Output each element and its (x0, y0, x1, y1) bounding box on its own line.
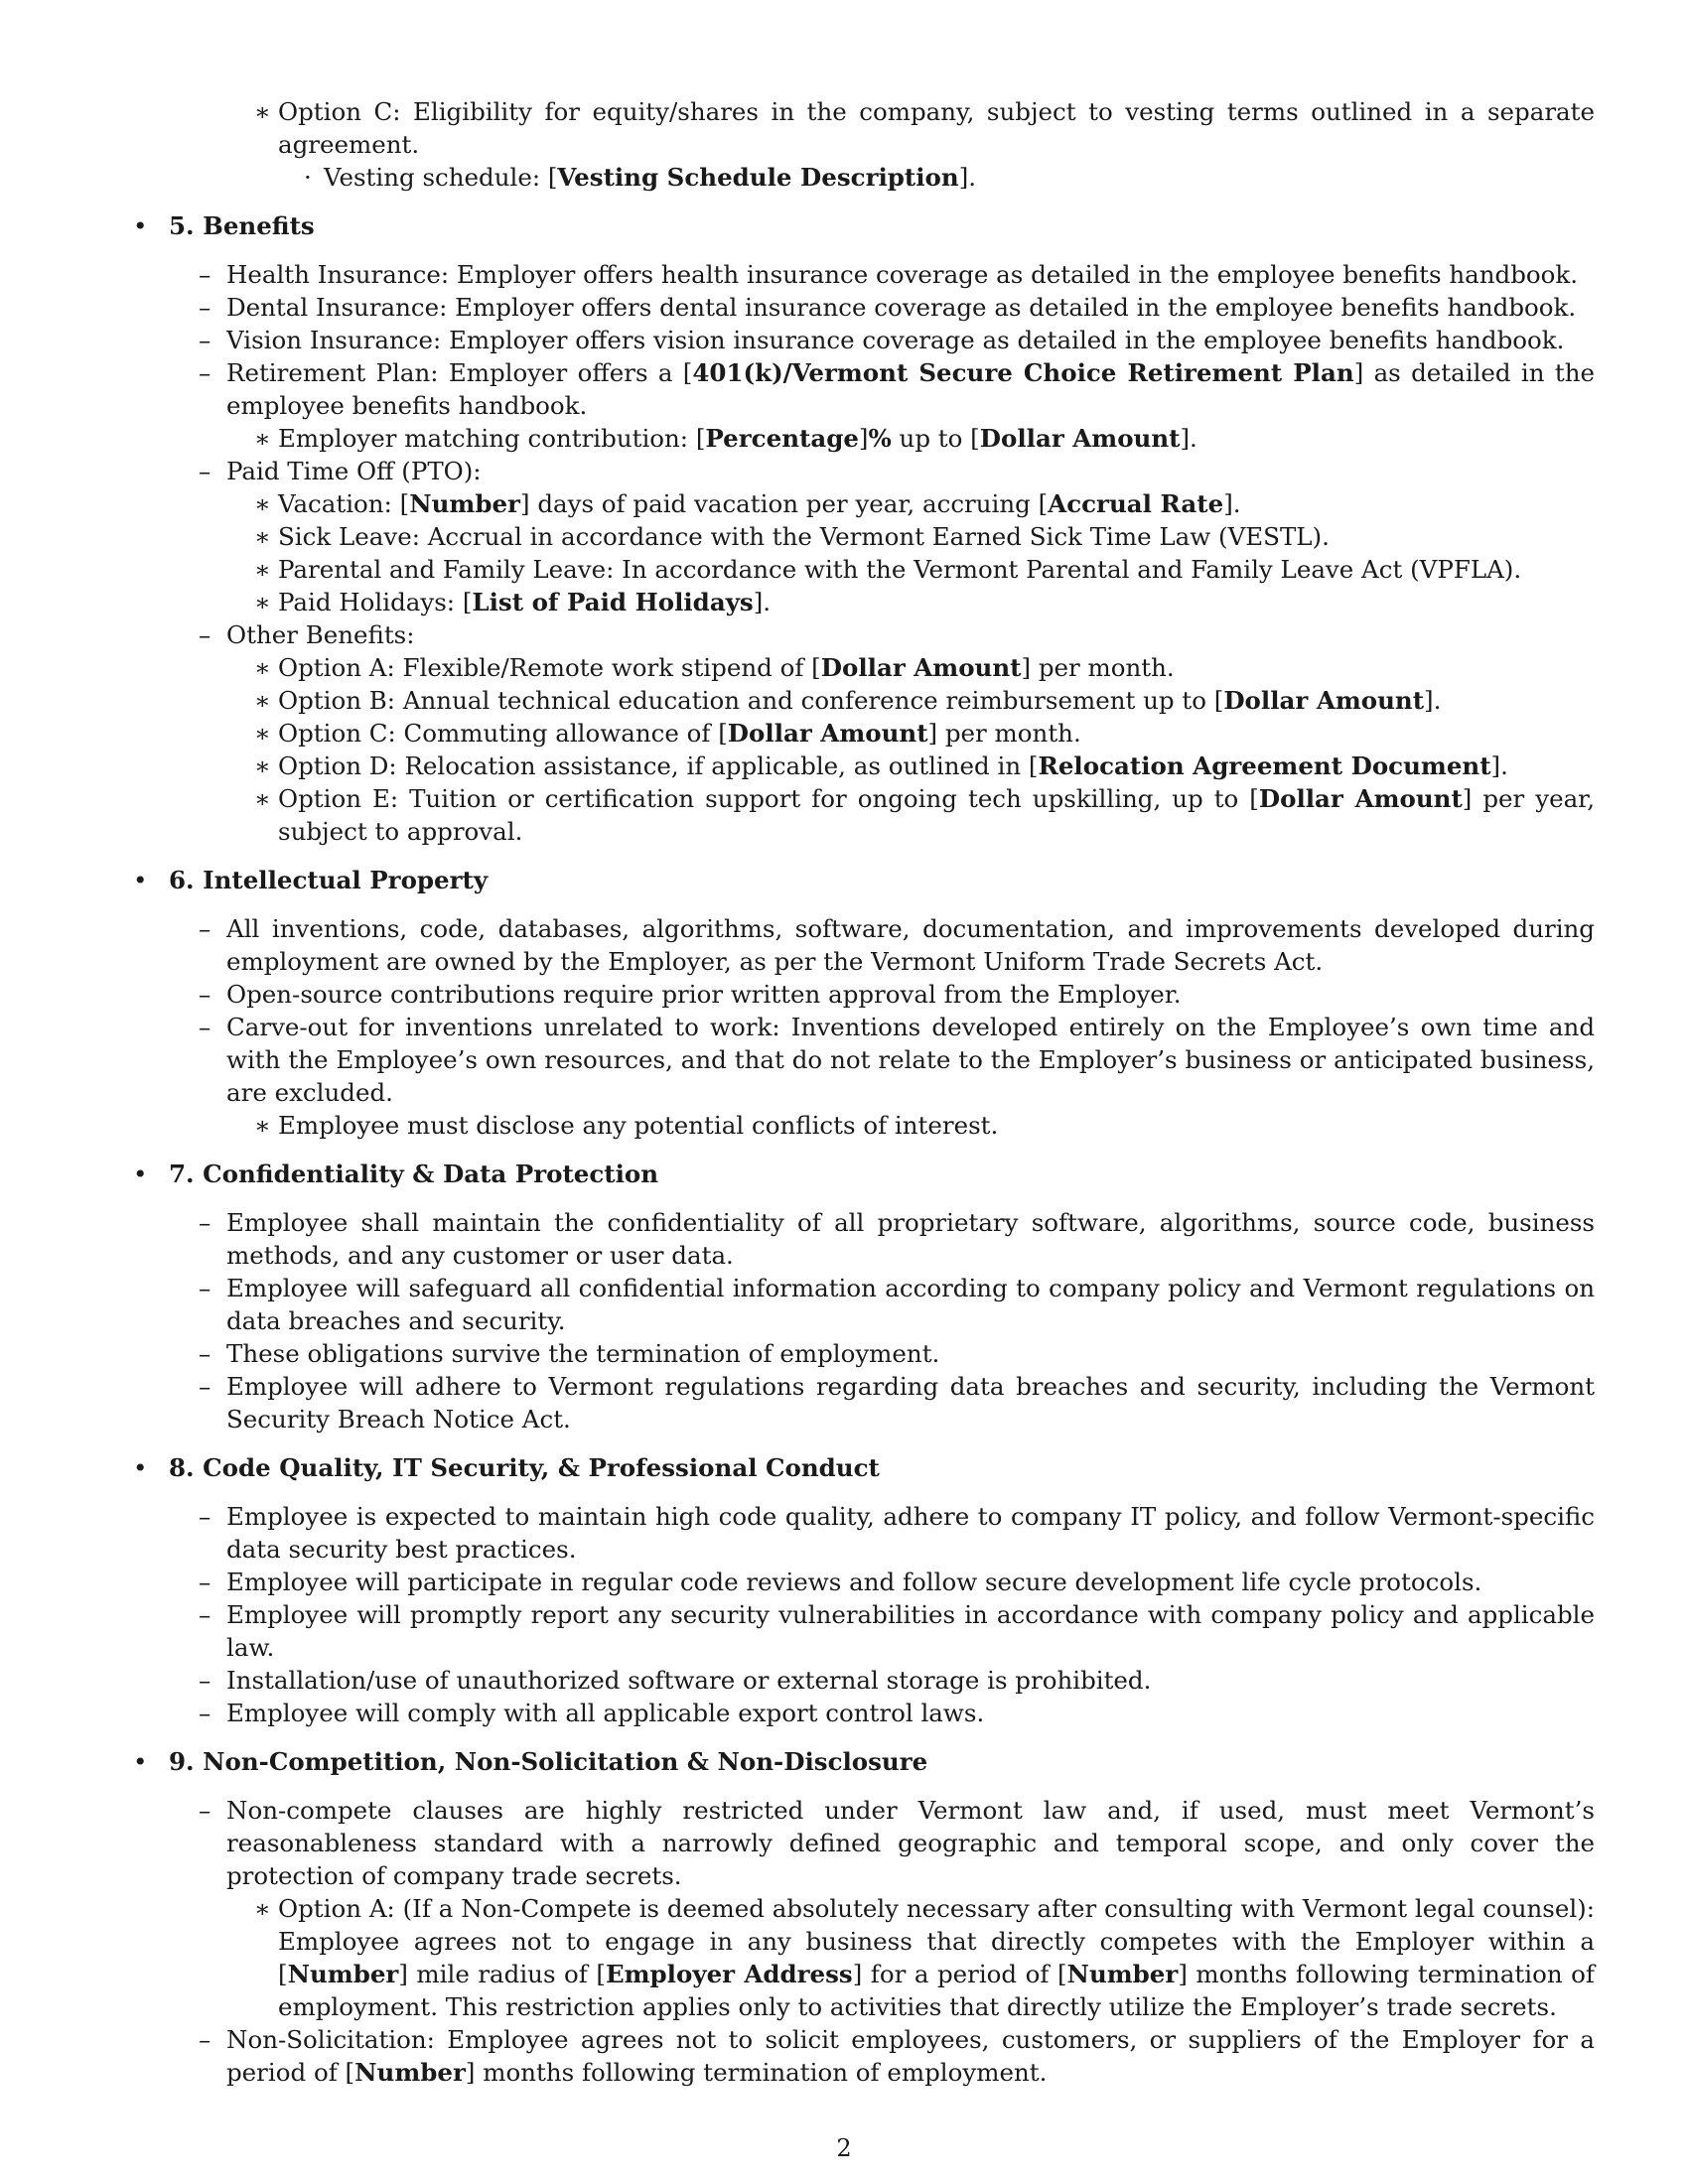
bullet: – (199, 2025, 211, 2054)
item-text: Retirement Plan: Employer offers a [ (226, 358, 693, 387)
list-item (169, 1011, 1595, 1142)
item-text: Option C: Commuting allowance of [ (278, 719, 728, 748)
item-text: Employee shall maintain the confidentiality of all proprietary software, algorithms, source code, business methods, and any customer or user data. (226, 1208, 1595, 1270)
item-text: ]. (753, 588, 772, 616)
placeholder: List of Paid Holidays (472, 588, 754, 616)
sub-item (169, 717, 1595, 750)
equity-option (226, 95, 1595, 161)
bullet: ∗ (254, 719, 271, 748)
bullet: ∗ (254, 97, 271, 126)
sub-item (169, 487, 1595, 520)
section-benefits (133, 209, 1595, 848)
bullet: – (199, 1502, 211, 1531)
item-text: up to [ (891, 424, 980, 453)
section-heading (133, 1451, 1595, 1484)
item-text: Vesting schedule: [ (324, 163, 558, 192)
item-text: Employee must disclose any potential conflicts of interest. (278, 1111, 999, 1140)
item-text: Non-Solicitation: Employee agrees not to solicit employees, customers, or suppliers of the Employer for a period of [ (226, 2025, 1595, 2087)
bullet: ∗ (254, 555, 271, 584)
item-text: ] as detailed in the employee benefits handbook. (226, 358, 1595, 420)
section-code-quality (133, 1451, 1595, 1729)
item-text: ]. (1424, 686, 1442, 715)
placeholder: Dollar Amount (1223, 686, 1425, 715)
section-heading (133, 1745, 1595, 1778)
bullet: ∗ (254, 588, 271, 616)
item-text: ] per month. (927, 719, 1081, 748)
item-text: Open-source contributions require prior written approval from the Employer. (226, 980, 1182, 1009)
section-heading (133, 1158, 1595, 1190)
sub-item (169, 1892, 1595, 2023)
list-item (169, 258, 1595, 291)
bullet: ∗ (254, 784, 271, 813)
bullet: ∗ (254, 424, 271, 453)
sub-item (169, 651, 1595, 684)
item-text: Dental Insurance: Employer offers dental insurance coverage as detailed in the employee benefits handbook. (226, 293, 1577, 322)
bullet: – (199, 358, 211, 387)
sub-item (169, 1109, 1595, 1142)
sub-item (169, 750, 1595, 782)
section-title: 6. Intellectual Property (169, 866, 489, 894)
item-text: ] per year, subject to approval. (278, 784, 1595, 846)
section-intellectual-property (133, 864, 1595, 1142)
placeholder: Percentage (705, 424, 859, 453)
placeholder: Dollar Amount (727, 719, 928, 748)
item-text: Employee will promptly report any security vulnerabilities in accordance with company policy and applicable law. (226, 1600, 1595, 1662)
item-text: Option B: Annual technical education and conference reimbursement up to [ (278, 686, 1224, 715)
item-text: Employee will comply with all applicable export control laws. (226, 1699, 985, 1727)
sub-item (169, 684, 1595, 717)
placeholder: Dollar Amount (979, 424, 1181, 453)
item-text: Sick Leave: Accrual in accordance with the Vermont Earned Sick Time Law (VESTL). (278, 522, 1330, 551)
list-item (169, 1598, 1595, 1664)
item-text: Employee will adhere to Vermont regulations regarding data breaches and security, including the Vermont Security Breach Notice Act. (226, 1372, 1595, 1433)
item-text: Paid Holidays: [ (278, 588, 473, 616)
item-text: Option C: Eligibility for equity/shares in the company, subject to vesting terms outlined in a separate agreement. (278, 97, 1595, 159)
item-text: ] (858, 424, 869, 453)
item-text: Employee will participate in regular code reviews and follow secure development life cycle protocols. (226, 1568, 1482, 1596)
bullet: – (199, 1372, 211, 1401)
bullet: – (199, 1274, 211, 1302)
item-text: These obligations survive the termination of employment. (226, 1339, 940, 1368)
vesting-item (278, 161, 1595, 194)
section-non-competition (133, 1745, 1595, 2089)
list-item (169, 618, 1595, 848)
section-title: 9. Non-Competition, Non-Solicitation & Non-Disclosure (169, 1747, 928, 1776)
section-heading (133, 864, 1595, 896)
list-item (169, 324, 1595, 356)
bullet: • (133, 1453, 148, 1482)
item-text: ]. (1223, 489, 1241, 518)
list-item (169, 978, 1595, 1011)
bullet: – (199, 1666, 211, 1695)
bullet: – (199, 1013, 211, 1041)
item-text: Health Insurance: Employer offers health insurance coverage as detailed in the employee benefits handbook. (226, 260, 1579, 289)
sub-item (169, 520, 1595, 553)
bullet: – (199, 260, 211, 289)
bullet: – (199, 326, 211, 354)
list-item (169, 1272, 1595, 1337)
bullet: – (199, 1208, 211, 1237)
bullet: – (199, 620, 211, 649)
bullet: • (133, 211, 148, 240)
bullet: – (199, 1699, 211, 1727)
sub-item (169, 782, 1595, 848)
item-text: Employer matching contribution: [ (278, 424, 706, 453)
bullet: ∗ (254, 1894, 271, 1923)
placeholder: Accrual Rate (1048, 489, 1224, 518)
list-item (169, 1794, 1595, 2023)
item-text: ]. (1180, 424, 1197, 453)
item-text: ]. (1490, 751, 1508, 780)
item-text: Paid Time Off (PTO): (226, 457, 482, 485)
placeholder: Dollar Amount (820, 653, 1022, 682)
placeholder: Number (354, 2058, 466, 2087)
bullet: ∗ (254, 686, 271, 715)
item-text: Option A: (If a Non-Compete is deemed absolutely necessary after consulting with Vermont legal counsel): Employee agrees not to engage in any business that directly competes with the Employer within a [ (278, 1894, 1595, 1988)
list-item (169, 455, 1595, 618)
placeholder: Relocation Agreement Document (1038, 751, 1491, 780)
placeholder: Dollar Amount (1258, 784, 1463, 813)
bullet: ∗ (254, 1111, 271, 1140)
item-text: Carve-out for inventions unrelated to work: Inventions developed entirely on the Employee’s own time and with the Employee’s own resources, and that do not relate to the Employer’s business or anticipated business, are excluded. (226, 1013, 1595, 1107)
item-text: Option E: Tuition or certification support for ongoing tech upskilling, up to [ (278, 784, 1259, 813)
bullet: ∗ (254, 751, 271, 780)
bullet: – (199, 457, 211, 485)
item-text: ] days of paid vacation per year, accruing [ (519, 489, 1049, 518)
list-item (169, 1206, 1595, 1272)
bullet: • (133, 1160, 148, 1188)
section-heading (133, 209, 1595, 242)
placeholder: Number (287, 1960, 399, 1988)
item-text: Employee will safeguard all confidential information according to company policy and Vermont regulations on data breaches and security. (226, 1274, 1595, 1335)
item-text: Option A: Flexible/Remote work stipend of [ (278, 653, 821, 682)
item-text: ]. (958, 163, 977, 192)
item-text: Non-compete clauses are highly restricted under Vermont law and, if used, must meet Vermont’s reasonableness standard with a narrowly defined geographic and temporal scope, and only cover the protection of company trade secrets. (226, 1796, 1595, 1890)
bullet: – (199, 1796, 211, 1825)
item-text: Other Benefits: (226, 620, 415, 649)
bullet: – (199, 293, 211, 322)
placeholder: Number (409, 489, 520, 518)
list-item (169, 291, 1595, 324)
bullet: • (133, 866, 148, 894)
list-item (169, 1500, 1595, 1566)
bullet: – (199, 1600, 211, 1629)
list-item (169, 1337, 1595, 1370)
bullet: ∗ (254, 489, 271, 518)
list-item (169, 1566, 1595, 1598)
document-page (133, 95, 1595, 2089)
item-text: ] per month. (1021, 653, 1175, 682)
item-text: Installation/use of unauthorized software or external storage is prohibited. (226, 1666, 1152, 1695)
item-text: ] months following termination of employment. (465, 2058, 1048, 2087)
section-title: 5. Benefits (169, 211, 315, 240)
sub-item (169, 553, 1595, 586)
item-text: ] months following termination of employment. This restriction applies only to activities that directly utilize the Employer’s trade secrets. (278, 1960, 1595, 2021)
section-title: 7. Confidentiality & Data Protection (169, 1160, 659, 1188)
bullet: ∗ (254, 653, 271, 682)
bullet: – (199, 1568, 211, 1596)
bullet: – (199, 914, 211, 943)
item-text: All inventions, code, databases, algorithms, software, documentation, and improvements developed during employment are owned by the Employer, as per the Vermont Uniform Trade Secrets Act. (226, 914, 1595, 976)
placeholder: Employer Address (605, 1960, 853, 1988)
bullet: – (199, 1339, 211, 1368)
sub-item (169, 422, 1595, 455)
item-text: ] for a period of [ (852, 1960, 1067, 1988)
placeholder: Vesting Schedule Description (557, 163, 959, 192)
list-item (169, 1370, 1595, 1435)
item-text: Vacation: [ (278, 489, 410, 518)
sub-item (169, 586, 1595, 618)
placeholder: 401(k)/Vermont Secure Choice Retirement Plan (692, 358, 1354, 387)
item-text: Parental and Family Leave: In accordance with the Vermont Parental and Family Leave Act (VPFLA). (278, 555, 1522, 584)
continued-items (133, 95, 1595, 194)
section-title: 8. Code Quality, IT Security, & Professional Conduct (169, 1453, 880, 1482)
item-text: Employee is expected to maintain high code quality, adhere to company IT policy, and follow Vermont-specific data security best practices. (226, 1502, 1595, 1564)
list-item (169, 1664, 1595, 1697)
item-text: Vision Insurance: Employer offers vision insurance coverage as detailed in the employee benefits handbook. (226, 326, 1565, 354)
list-item (169, 2023, 1595, 2089)
item-text: Option D: Relocation assistance, if applicable, as outlined in [ (278, 751, 1039, 780)
list-item (169, 912, 1595, 978)
bullet: ∗ (254, 522, 271, 551)
list-item (169, 356, 1595, 455)
bullet: – (199, 980, 211, 1009)
placeholder: % (868, 424, 892, 453)
section-confidentiality (133, 1158, 1595, 1435)
page-number: 2 (836, 2134, 852, 2162)
item-text: ] mile radius of [ (398, 1960, 606, 1988)
placeholder: Number (1066, 1960, 1179, 1988)
bullet: • (133, 1747, 148, 1776)
list-item (169, 1697, 1595, 1729)
bullet: · (304, 163, 312, 192)
